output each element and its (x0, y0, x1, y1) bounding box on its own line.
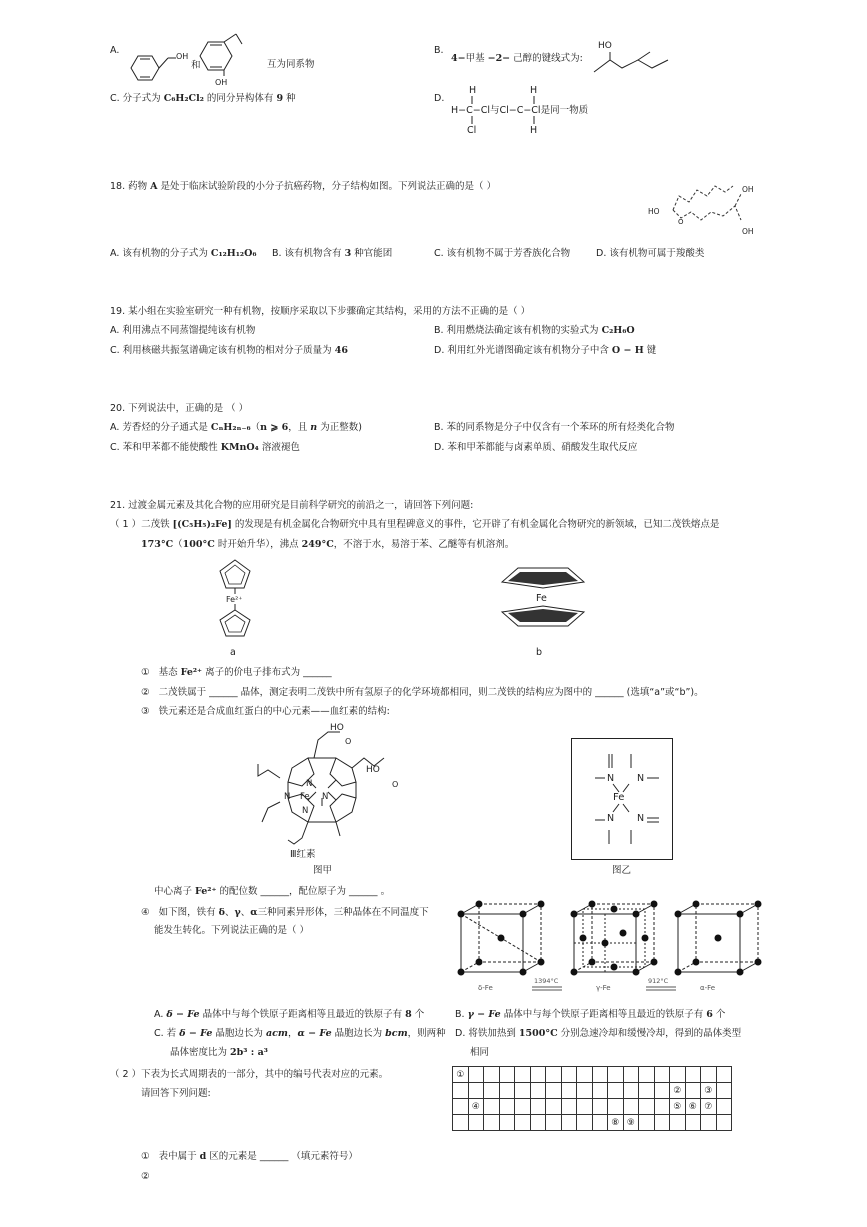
q17-option-d-label: D. (434, 93, 445, 104)
q21-sub1: ① 基态 Fe²⁺ 离子的价电子排布式为 ______ (141, 667, 332, 678)
q20-option-a: A. 芳香烃的分子通式是 CₙH₂ₙ₋₆（n ⩾ 6，且 n 为正整数) (110, 422, 362, 433)
q19-option-a: A. 利用沸点不同蒸馏提纯该有机物 (110, 325, 256, 336)
q20-option-b: B. 苯的同系物是分子中仅含有一个苯环的所有烃类化合物 (434, 422, 675, 433)
q21-stem: 21. 过渡金属元素及其化合物的应用研究是目前科学研究的前沿之一，请回答下列问题: (110, 500, 474, 511)
q17-d-row: H−C−Cl与Cl−C−Cl是同一物质 (451, 105, 589, 116)
figure-jia-caption: 图甲 (313, 865, 333, 876)
q18-option-b: B. 该有机物含有 3 种官能团 (272, 248, 393, 259)
q21-part2-q1: ① 表中属于 d 区的元素是 ______ （填元素符号） (141, 1151, 358, 1162)
q18-option-c: C. 该有机物不属于芳香族化合物 (434, 248, 571, 259)
q19-option-b: B. 利用燃烧法确定该有机物的实验式为 C₂H₆O (434, 325, 635, 336)
heme-ho-1: HO (330, 723, 344, 733)
skeletal-formula-structure (590, 48, 680, 78)
table-row (453, 1115, 732, 1131)
q21-sub4-option-d-line2: 相同 (470, 1047, 490, 1058)
q21-part2-q2: ② (141, 1171, 150, 1182)
q21-sub4-option-d-line1: D. 将铁加热到 1500°C 分别急速冷却和缓慢冷却，得到的晶体类型 (455, 1028, 742, 1039)
delta-fe-label: δ-Fe (478, 984, 493, 992)
figure-b-caption: b (536, 647, 543, 658)
transition-arrows (530, 984, 680, 992)
q21-sub4-line2: 能发生转化。下列说法正确的是（ ） (154, 925, 310, 936)
q17-a-and: 和 (191, 60, 201, 71)
q17-a-suffix: 互为同系物 (267, 59, 315, 70)
q19-option-c: C. 利用核磁共振氢谱确定该有机物的相对分子质量为 46 (110, 345, 348, 356)
q17-a-oh2-label: OH (215, 78, 228, 87)
periodic-table-fragment (452, 1066, 732, 1131)
heme-n-bottom: N (302, 806, 309, 816)
q17-d-h-top-2: H (530, 85, 538, 96)
pt-cell-4: ④ (468, 1099, 484, 1115)
q18-option-a: A. 该有机物的分子式为 C₁₂H₁₂O₆ (110, 248, 257, 259)
q17-d-h-bottom: H (530, 125, 538, 136)
q18-struct-ho: HO (648, 207, 660, 216)
pt-cell-5: ⑤ (670, 1099, 686, 1115)
q17-d-bond-lines (465, 96, 545, 126)
gamma-fe-label: γ-Fe (596, 984, 611, 992)
q17-d-h-top-1: H (469, 85, 477, 96)
pt-cell-1: ① (453, 1067, 469, 1083)
q21-sub4-option-c-line1: C. 若 δ − Fe 晶胞边长为 acm，α − Fe 晶胞边长为 bcm，则两种 (154, 1028, 446, 1039)
q21-sub4-option-b: B. γ − Fe 晶体中与每个铁原子距离相等且最近的铁原子有 6 个 (455, 1009, 726, 1020)
gamma-fe-crystal-cell (568, 902, 663, 976)
figure-yi-n-4: N (637, 813, 645, 824)
delta-fe-crystal-cell (455, 902, 550, 976)
q21-part1-line2: 173°C（100°C 时开始升华），沸点 249°C，不溶于水，易溶于苯、乙醚等有机溶剂。 (141, 539, 515, 550)
figure-yi-fe: Fe (613, 792, 625, 803)
transition-temp-1: 1394°C (534, 977, 559, 985)
table-row (453, 1083, 732, 1099)
pt-cell-6: ⑥ (685, 1099, 701, 1115)
q18-stem: 18. 药物 A 是处于临床试验阶段的小分子抗癌药物，分子结构如图。下列说法正确的是（ ） (110, 181, 497, 192)
alpha-fe-label: α-Fe (700, 984, 716, 992)
q18-struct-oh-2: OH (742, 227, 754, 236)
ferrocene-a-fe-label: Fe²⁺ (226, 595, 243, 604)
q21-sub4-line1: ④ 如下图，铁有 δ、γ、α三种同素异形体，三种晶体在不同温度下 (141, 907, 429, 918)
q21-part2-line1: （ 2 ）下表为长式周期表的一部分，其中的编号代表对应的元素。 (110, 1069, 389, 1080)
figure-yi-caption: 图乙 (612, 865, 632, 876)
heme-n-left: N (284, 792, 291, 802)
heme-ho-2: HO (366, 765, 380, 775)
q17-d-cl-bottom: Cl (467, 125, 477, 136)
q21-sub3b: 中心离子 Fe²⁺ 的配位数 ______，配位原子为 ______ 。 (154, 886, 391, 897)
pt-cell-7: ⑦ (701, 1099, 717, 1115)
heme-o-2: O (392, 780, 399, 789)
ferrocene-b-fe-label: Fe (536, 593, 547, 604)
q18-struct-o: O (678, 218, 684, 226)
q21-sub2: ② 二茂铁属于 ______ 晶体，测定表明二茂铁中所有氢原子的化学环境都相同，则二茂铁的结构应为图中的 ______ (选填“a”或“b”)。 (141, 687, 704, 698)
q17-b-ho-label: HO (598, 41, 612, 51)
q19-option-d: D. 利用红外光谱图确定该有机物分子中含 O − H 键 (434, 345, 657, 356)
q17-option-b-text: 4−甲基 −2− 己醇的键线式为: (451, 53, 583, 64)
alpha-fe-crystal-cell (672, 902, 767, 976)
heme-n-right: N (322, 792, 329, 802)
q17-a-oh-label: OH (176, 52, 189, 61)
q19-stem: 19. 某小组在实验室研究一种有机物，按顺序采取以下步骤确定其结构，采用的方法不正确的是（ ） (110, 306, 531, 317)
figure-yi-n-2: N (637, 773, 645, 784)
figure-yi-n-3: N (607, 813, 615, 824)
figure-a-caption: a (230, 647, 236, 658)
q21-part2-line2: 请回答下列问题: (141, 1088, 211, 1099)
q21-sub4-option-c-line2: 晶体密度比为 2b³ : a³ (170, 1047, 268, 1058)
q17-option-c: C. 分子式为 C₆H₂Cl₂ 的同分异构体有 9 种 (110, 93, 296, 104)
pt-cell-2: ② (670, 1083, 686, 1099)
q20-option-d: D. 苯和甲苯都能与卤素单质、硝酸发生取代反应 (434, 442, 638, 453)
q21-sub4-option-a: A. δ − Fe 晶体中与每个铁原子距离相等且最近的铁原子有 8 个 (154, 1009, 425, 1020)
q18-struct-oh-1: OH (742, 185, 754, 194)
heme-fe: Fe (300, 792, 310, 802)
q21-part1-line1: （ 1 ）二茂铁 [(C₅H₅)₂Fe] 的发现是有机金属化合物研究中具有里程碑意义的事件，它开辟了有机金属化合物研究的新领域，已知二茂铁熔点是 (110, 519, 720, 530)
q17-option-a-label: A. (110, 45, 120, 56)
transition-temp-2: 912°C (648, 977, 669, 985)
q18-option-d: D. 该有机物可属于羧酸类 (596, 248, 705, 259)
heme-name: Ⅲ红素 (290, 849, 316, 860)
pt-cell-8: ⑧ (608, 1115, 624, 1131)
table-row (453, 1067, 732, 1083)
table-row (453, 1099, 732, 1115)
heme-n-top: N (306, 779, 313, 789)
q17-option-b-label: B. (434, 45, 444, 56)
q20-option-c: C. 苯和甲苯都不能使酸性 KMnO₄ 溶液褪色 (110, 442, 300, 453)
q21-sub3: ③ 铁元素还是合成血红蛋白的中心元素——血红素的结构: (141, 706, 390, 717)
q20-stem: 20. 下列说法中，正确的是 （ ） (110, 403, 249, 414)
pt-cell-9: ⑨ (623, 1115, 639, 1131)
pt-cell-3: ③ (701, 1083, 717, 1099)
figure-yi-n-1: N (607, 773, 615, 784)
heme-o-1: O (345, 737, 352, 746)
ethylphenol-structure (198, 32, 268, 84)
